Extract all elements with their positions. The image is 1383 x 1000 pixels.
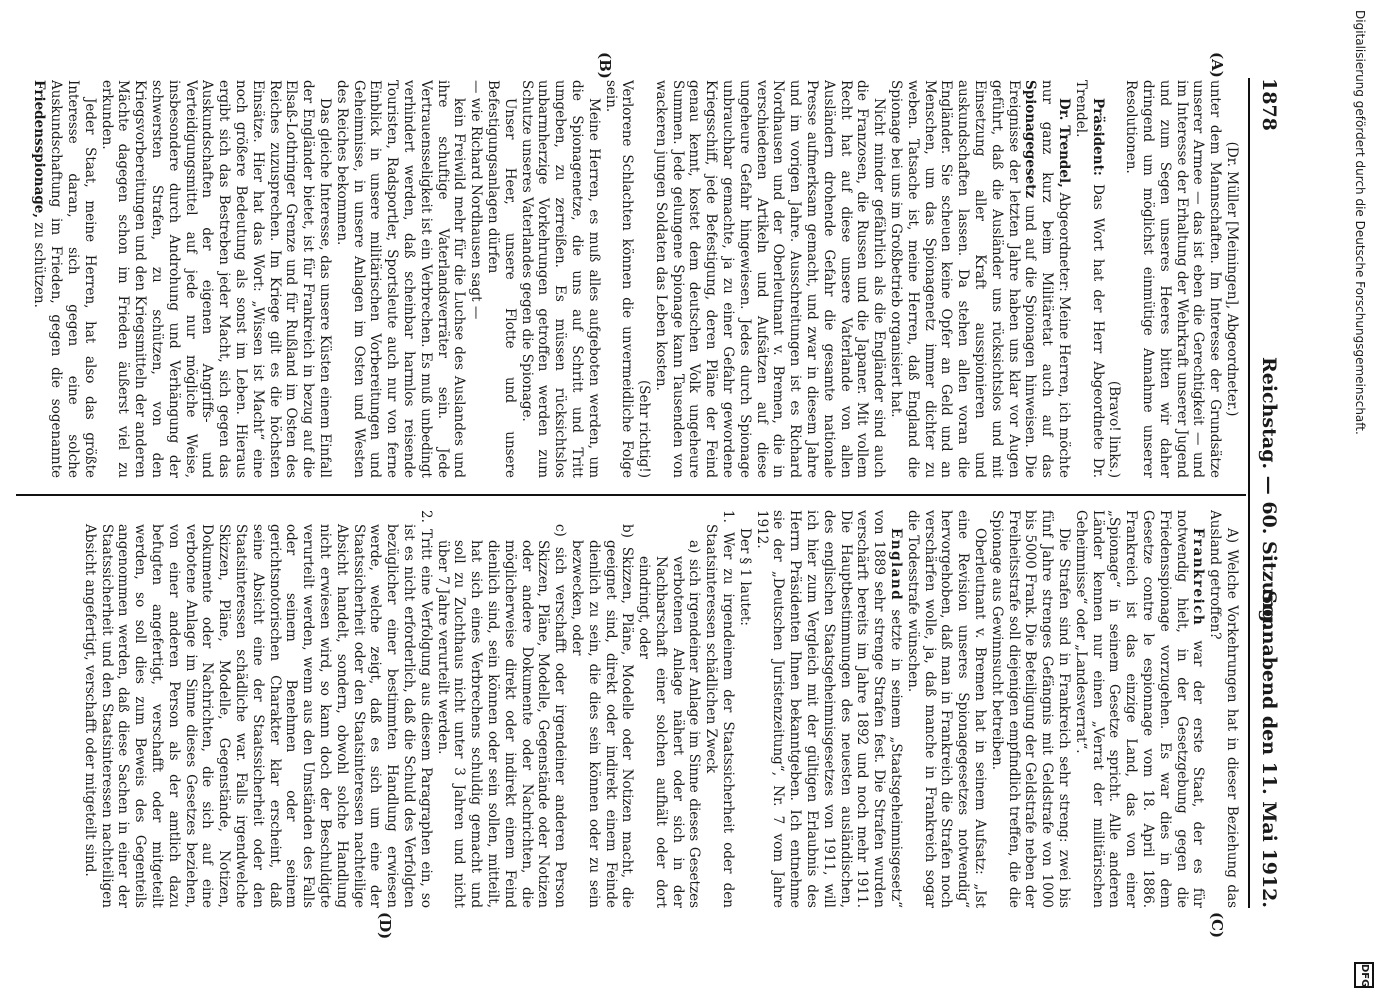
paragraph: Präsident: Das Wort hat der Herr Abgeordnete Dr. Trendel.	[1072, 80, 1106, 478]
right-column	[15, 510, 1240, 908]
paragraph: kein Freiwild mehr für die Luchse des Auslandes und ihre schuftige Vaterlandsverräter sein. Jede Vertrauensseligkeit ist ein Verbrechen. Es muß unbedingt verhindert werden, daß scheinbar harmlos reisende Touristen, Radsportler, Sportsleute auch nur von ferne Einblick in unsere militärischen Vorbereitungen und Geheimnisse, in unsere Anlagen im Osten und Westen des Reiches bekommen.	[333, 80, 468, 478]
law-item: 2. Tritt eine Verfolgung aus diesem Paragraphen ein, so ist es nicht erforderlich, daß die Schuld des Verfolgten bezüglicher einer bestimmten Handlung erwiesen werde, welche zeigt, daß es sich um eine der Staatssicherheit oder den Staatsinteressen nachteilige Absicht handelt, sondern, obwohl solche Handlung nicht erwiesen wird, so kann doch der Beschuldigte verurteilt werden, wenn aus den Umständen des Falls oder seinem Benehmen oder seinem gerichtsnotorischen Charakter klar erscheint, daß seine Absicht eine der Staatssicherheit oder den Staatsinteressen schädliche war. Falls irgendwelche Skizzen, Pläne, Modelle, Gegenstände, Notizen, Dokumente oder Nachrichten, die sich auf eine verbotene Anlage im Sinne dieses Gesetzes beziehen, von einer anderen Person als der amtlich dazu befugten angefertigt, verschafft oder mitgeteilt werden, so soll dies zum Beweis des Gegenteils angenommen werden, daß diese Sachen in einer der Staatssicherheit und den Staatsinteressen nachteiligen Absicht angefertigt, verschafft oder mitgeteilt sind.	[81, 510, 434, 908]
margin-mark-a: (A)	[1208, 52, 1226, 78]
paragraph: Oberleutnant v. Bremen hat in seinem Aufsatz: „Ist eine Revision unseres Spionagegesetzes notwendig“ hervorgehoben, daß man in Frankreich die Strafen noch verschärfen wolle, ja, daß manche in Frankreich sogar die Todesstrafe wünschen.	[904, 510, 989, 908]
paragraph: unter dem Mannschaften. Im Interesse der Grundsätze unserer Armee — das ist eben die Gerechtigkeit — und im Interesse der Erhaltung der Wehrkraft unserer Jugend und zum Segen unseres Heeres bitten wir daher dringend um möglichst einmütige Annahme unserer Resolutionen.	[1123, 80, 1224, 478]
page-number: 1878	[1258, 78, 1280, 131]
paragraph: Der § 1 lautet:	[736, 528, 753, 626]
margin-mark-b: (B)	[596, 52, 614, 79]
column-divider	[16, 494, 1246, 496]
header-title: Reichstag. — 60. Sitzung.	[1258, 356, 1280, 630]
quote-intro: Unser Heer, unsere Flotte und unsere Befestigungsanlagen dürfen	[484, 80, 518, 478]
paragraph: England setzte in seinem „Staatsgeheimnisgesetz“ von 1889 sehr strenge Strafen fest. Die Strafen wurden verschärft bereits im Jahre 1892 und noch mehr 1911. Die Hauptbestimmungen des neuesten ausländischen, des englischen Staatsgeheimnisgesetzes von 1911, will ich hier zum Vergleich mit der gültigen Erlaubnis des Herrn Präsidenten Ihnen bekanntgeben. Ich entnehme sie der „Deutschen Juristenzeitung“, Nr. 7 vom Jahre 1912.	[753, 510, 905, 908]
speaker-note: (Dr. Müller [Meiningen], Abgeordneter.)	[1224, 141, 1240, 417]
paragraph: Jeder Staat, meine Herren, hat also das größte Interesse daran, sich gegen eine solche Auskundschaftung im Frieden, gegen die sogenannte Friedensspionage, zu schützen.	[31, 80, 98, 478]
paragraph: Verlorene Schlachten können die unvermeidliche Folge sein.	[602, 80, 636, 478]
keyword-spionagegesetz: Spionagegesetz	[1022, 80, 1039, 199]
paragraph: Nicht minder gefährlich als die Engländer sind auch die Franzosen, die Russen und die Japaner. Mit vollem Recht hat auf diese unsere Vaterlande von allen Ausländern drohende Gefahr die gesamte nationale Presse aufmerksam gemacht, und zwar in diesem Jahre und im vorigen Jahre. Ausschreitungen ist es Richard Nordhausen und der Oberleutnant v. Bremen, die in verschiedenen Artikeln und Aufsätzen auf diese ungeheure Gefahr hingewiesen. Jedes durch Spionage unbrauchbar gemachte, ja zu einer Gefahr gewordene Kriegsschiff, jede Befestigung, deren Pläne der Feind genau kennt, kostet dem deutschen Volk ungeheure Summen. Jede gelungene Spionage kann Tausenden von wackeren jungen Soldaten das Leben kosten.	[652, 80, 888, 478]
paragraph: Frankreich war der erste Staat, der es für notwendig hielt, in der Gesetzgebung gegen die Friedensspionage vorzugehen. Es war dies in dem Gesetze contre le espionnage vom 18. April 1886. Frankreich ist das einzige Land, das von einer „Spionage“ in seinem Gesetze spricht. Alle anderen Länder kennen nur einen „Verrat der militärischen Geheimnisse“ oder „Landesverrat“.	[1072, 510, 1207, 908]
speaker-label: Dr. Trendel,	[1056, 98, 1073, 188]
keyword-frankreich: Frankreich	[1190, 528, 1207, 627]
keyword-friedensspionage: Friedensspionage,	[31, 80, 48, 219]
margin-mark-d: (D)	[376, 912, 394, 940]
applause-note: (Sehr richtig!)	[636, 379, 653, 478]
header-date: Sonnabend den 11. Mai 1912.	[1258, 590, 1280, 908]
applause-note: (Bravo! links.)	[1106, 380, 1123, 478]
funding-note: Digitalisierung gefördert durch die Deutsche Forschungsgemeinschaft.	[1353, 10, 1367, 435]
quote-attribution: — wie Richard Nordhausen sagt —	[468, 80, 485, 320]
law-subitem: c) sich verschafft oder irgendeiner anderen Person Skizzen, Pläne, Modelle, Gegenstände oder Notizen oder andere Dokumente oder Nachrichten, die möglicherweise direkt oder indirekt einem Feind dienlich sind, sein können oder sein sollen, mitteilt, hat sich eines Verbrechens schuldig gemacht und soll zu Zuchthaus nicht unter 3 Jahren und nicht über 7 Jahre verurteilt werden.	[434, 524, 569, 908]
funding-footer	[1350, 10, 1376, 990]
law-item: 1. Wer zu irgendeinem der Staatssicherheit oder den Staatsinteressen schädlichen Zweck	[703, 510, 737, 908]
paragraph: Dr. Trendel, Abgeordneter: Meine Herren, ich möchte nur ganz kurz beim Militäretat auch auf das Spionagegesetz und auf die Spionagen hinweisen. Die Ereignisse der letzten Jahre haben uns klar vor Augen geführt, daß die Ausländer uns rücksichtslos und mit Einsetzung aller Kraft ausspionieren und auskundschaften lassen. Da stehen allen voran die Engländer. Sie scheuen keine Opfer an Geld und an Menschen, um das Spionagenetz immer dichter zu weben. Tatsache ist, meine Herren, daß England die Spionage bei uns im Großbetrieb organisiert hat.	[888, 80, 1073, 478]
section-question: A) Welche Vorkehrungen hat in dieser Beziehung das Ausland getroffen?	[1207, 510, 1240, 908]
left-column	[15, 80, 1240, 478]
law-subitem: a) sich irgendeiner Anlage im Sinne dieses Gesetzes verbotenen Anlage nähert oder sich in der Nachbarschaft einer solchen aufhält oder dort eindringt, oder	[636, 540, 703, 908]
running-header	[1254, 78, 1280, 908]
speaker-label: Präsident:	[1089, 98, 1106, 176]
header-rule	[1248, 78, 1250, 908]
law-subitem: b) Skizzen, Pläne, Modelle oder Notizen macht, die geeignet sind, direkt oder indirekt einem Feinde dienlich zu sein, die dies sein können oder zu sein bezwecken, oder	[568, 524, 636, 908]
margin-mark-c: (C)	[1208, 912, 1226, 939]
dfg-logo: DFG	[1354, 962, 1374, 988]
paragraph: Die Strafen sind in Frankreich sehr streng: zwei bis fünf Jahre strenges Gefängnis mit Geldstrafe von 1000 bis 5000 Frank. Die Beteiligung der Geldstrafe neben der Freiheitsstrafe soll diejenigen empfindlich treffen, die die Spionage aus Gewinnsucht betreiben.	[988, 510, 1073, 908]
paragraph: Das gleiche Interesse, das unsere Küsten einem Einfall der Engländer bietet, ist für Frankreich in bezug auf die Elsaß-Lothringer Grenze und für Rußland im Osten des Reiches zuzusprechen. Im Kriege gilt es die höchsten Einsätze. Hier hat das Wort: „Wissen ist Macht“ eine noch größere Bedeutung als sonst im Leben. Hieraus ergibt sich das Bestreben jeder Macht, sich gegen das Auskundschaften der eigenen Angriffs- und Verteidigungsmittel auf jede nur mögliche Weise, insbesondere durch Androhung und Verhängung der schwersten Strafen, zu schützen, von den Kriegsvorbereitungen und den Kriegsmitteln der anderen Mächte dagegen schon im Frieden äußerst viel zu erkunden.	[98, 80, 333, 478]
keyword-england: England	[888, 528, 905, 602]
paragraph: Meine Herren, es muß alles aufgeboten werden, um die Spionagenetze, die uns auf Schritt und Tritt umgeben, zu zerreißen. Es müssen rücksichtslos unbarmherzige Vorkehrungen getroffen werden zum Schutze unseres Vaterlandes gegen die Spionage.	[518, 80, 602, 478]
